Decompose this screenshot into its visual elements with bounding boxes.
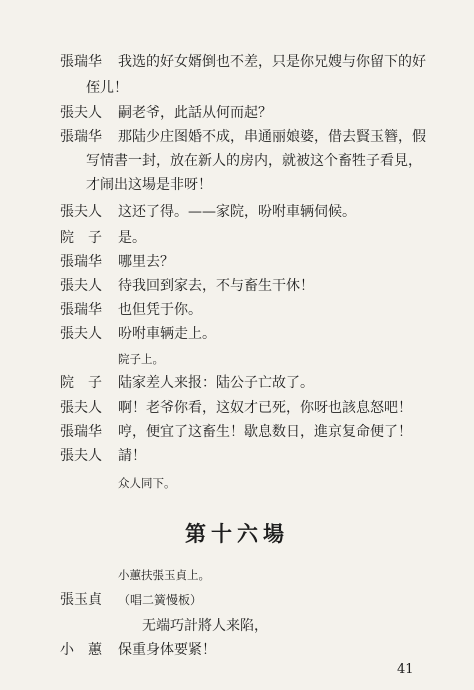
speech-text: 請！ [118, 448, 146, 464]
speaker-name: 院 子 [60, 230, 102, 246]
speaker-name: 張瑞华 [60, 254, 102, 270]
speaker-name: 院 子 [60, 375, 102, 391]
speech-text: 这还了得。——家院，吩咐車辆伺候。 [118, 204, 356, 220]
speaker-name: 張瑞华 [60, 302, 102, 318]
speaker-name: 張玉貞 [60, 592, 102, 608]
speaker-name: 張夫人 [60, 278, 102, 294]
speaker-name: 張夫人 [60, 105, 102, 121]
speech-text: 哼，便宜了这畜生！歇息数日，進京复命便了！ [118, 424, 412, 440]
stage-direction-text: 小蕙扶張玉貞上。 [118, 568, 210, 582]
speech-text: 嗣老爷，此話从何而起？ [118, 105, 272, 121]
sung-lyric: 无端巧計將人来陷， [142, 618, 268, 634]
speech-text: 那陆少庄图婚不成，串通丽娘婆，借去賢玉簪，假 [118, 129, 426, 145]
page-number: 41 [397, 662, 414, 677]
speech-text: 是。 [118, 230, 146, 246]
speech-text: 也但凭于你。 [118, 302, 202, 318]
speech-text: 待我回到家去，不与畜生干休！ [118, 278, 314, 294]
speech-text: 我选的好女婿倒也不差，只是你兄嫂与你留下的好 [118, 54, 426, 70]
speaker-name: 張瑞华 [60, 129, 102, 145]
speech-continuation: 侄儿！ [86, 80, 128, 96]
speech-continuation: 写情書一封，放在新人的房内，就被这个畜牲子看見， [86, 153, 422, 169]
singing-direction: （唱二簧慢板） [118, 593, 203, 607]
speech-text: 陆家差人来报：陆公子亡故了。 [118, 375, 314, 391]
speaker-name: 小 蕙 [60, 642, 102, 658]
speech-continuation: 才闹出这場是非呀！ [86, 177, 212, 193]
speech-text: 保重身体要紧！ [118, 642, 216, 658]
stage-direction-text: 众人同下。 [118, 476, 176, 490]
speech-text: 啊！老爷你看，这奴才已死，你呀也該息怒吧！ [118, 400, 412, 416]
speaker-name: 張夫人 [60, 204, 102, 220]
speaker-name: 張夫人 [60, 326, 102, 342]
speech-text: 吩咐車辆走上。 [118, 326, 216, 342]
speaker-name: 張夫人 [60, 400, 102, 416]
speaker-name: 張瑞华 [60, 54, 102, 70]
speaker-name: 張瑞华 [60, 424, 102, 440]
speech-text: 哪里去？ [118, 254, 174, 270]
speaker-name: 張夫人 [60, 448, 102, 464]
scene-title: 第十六場 [185, 521, 289, 546]
stage-direction-text: 院子上。 [118, 352, 164, 366]
